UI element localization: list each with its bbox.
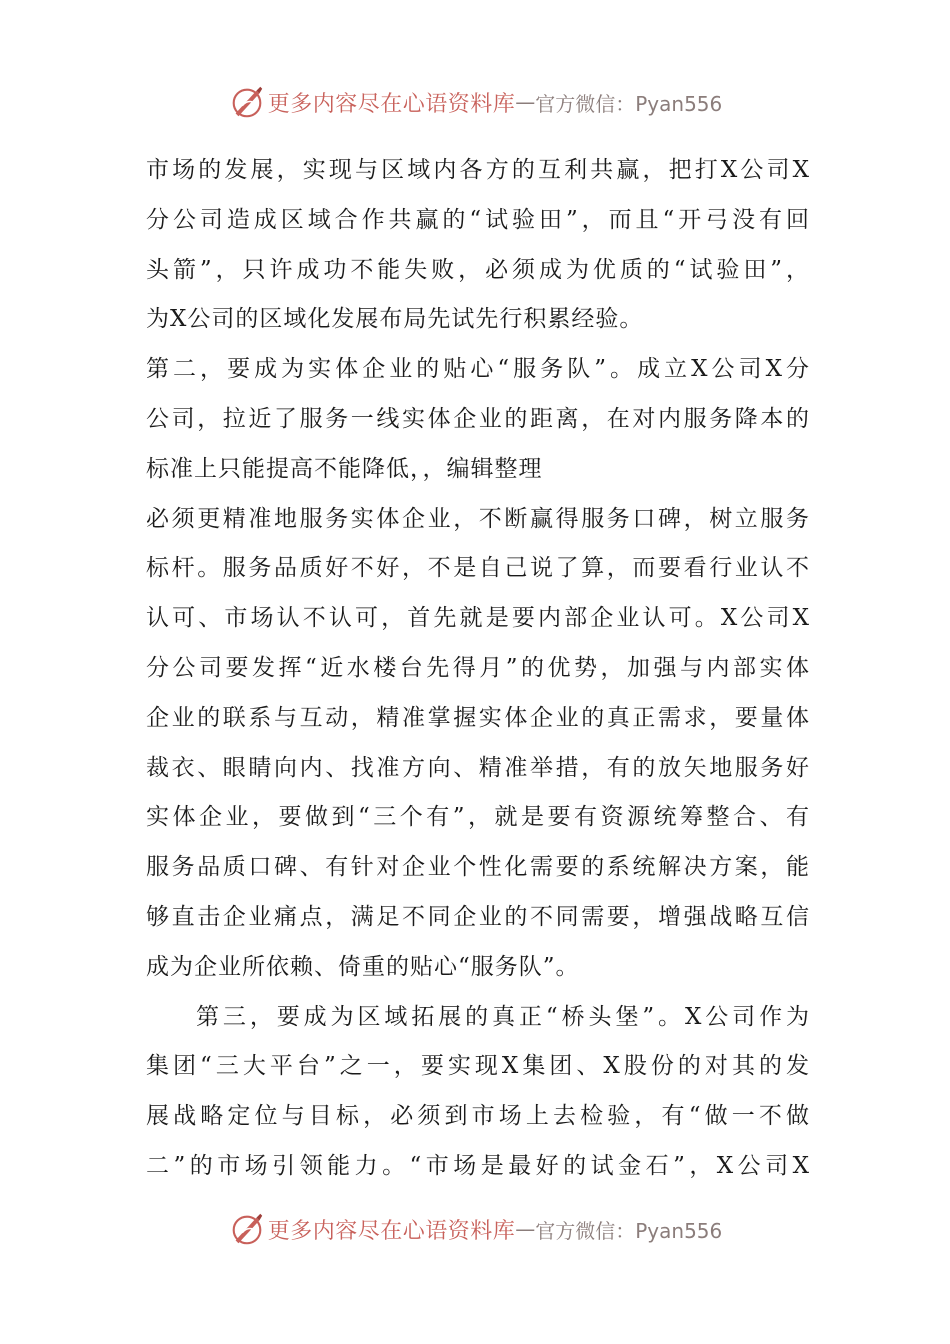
text-line: 展战略定位与目标，必须到市场上去检验，有“做一不做	[146, 1103, 810, 1130]
text-line: 实体企业，要做到“三个有”，就是要有资源统筹整合、有	[146, 804, 810, 831]
text-line: 认可、市场认不认可，首先就是要内部企业认可。X公司X	[146, 605, 810, 632]
text-line: 标准上只能提高不能降低，，编辑整理	[146, 455, 543, 482]
text-line: 成为企业所依赖、倚重的贴心“服务队”。	[146, 953, 580, 980]
watermark-separator: —	[515, 1217, 536, 1241]
text-line: 集团“三大平台”之一，要实现X集团、X股份的对其的发	[146, 1053, 810, 1080]
document-body	[146, 146, 810, 1192]
text-line: 服务品质口碑、有针对企业个性化需要的系统解决方案，能	[146, 854, 810, 881]
text-line: 公司，拉近了服务一线实体企业的距离，在对内服务降本的	[146, 405, 810, 432]
paragraph-4	[146, 993, 810, 1192]
pen-circle-logo-icon	[228, 1210, 266, 1248]
paragraph-2	[146, 345, 810, 494]
footer-watermark	[0, 1209, 950, 1249]
paragraph-3	[146, 495, 810, 993]
text-line: 为X公司的区域化发展布局先试先行积累经验。	[146, 306, 644, 333]
pen-circle-logo-icon	[228, 83, 266, 121]
text-line: 企业的联系与互动，精准掌握实体企业的真正需求，要量体	[146, 704, 810, 731]
watermark-wechat: 官方微信：Pyan556	[535, 91, 723, 116]
text-line: 头箭”，只许成功不能失败，必须成为优质的“试验田”，	[146, 256, 810, 283]
text-line: 裁衣、眼睛向内、找准方向、精准举措，有的放矢地服务好	[146, 754, 810, 781]
text-line: 标杆。服务品质好不好，不是自己说了算，而要看行业认不	[146, 555, 810, 582]
watermark-wechat: 官方微信：Pyan556	[535, 1218, 723, 1243]
text-line: 二”的市场引领能力。“市场是最好的试金石”，X公司X	[146, 1152, 810, 1179]
text-line: 第三，要成为区域拓展的真正“桥头堡”。X公司作为	[196, 1003, 810, 1030]
text-line: 必须更精准地服务实体企业，不断赢得服务口碑，树立服务	[146, 505, 810, 532]
text-line: 第二，要成为实体企业的贴心“服务队”。成立X公司X分	[146, 356, 810, 383]
watermark-text: 更多内容尽在心语资料库	[267, 91, 516, 117]
paragraph-1	[146, 146, 810, 345]
text-line: 分公司要发挥“近水楼台先得月”的优势，加强与内部实体	[146, 654, 810, 681]
text-line: 分公司造成区域合作共赢的“试验田”，而且“开弓没有回	[146, 206, 810, 233]
text-line: 市场的发展，实现与区域内各方的互利共赢，把打X公司X	[146, 157, 810, 183]
text-line: 够直击企业痛点，满足不同企业的不同需要，增强战略互信	[146, 903, 810, 930]
header-watermark	[0, 82, 950, 122]
watermark-text: 更多内容尽在心语资料库	[267, 1218, 516, 1244]
watermark-separator: —	[515, 90, 536, 114]
